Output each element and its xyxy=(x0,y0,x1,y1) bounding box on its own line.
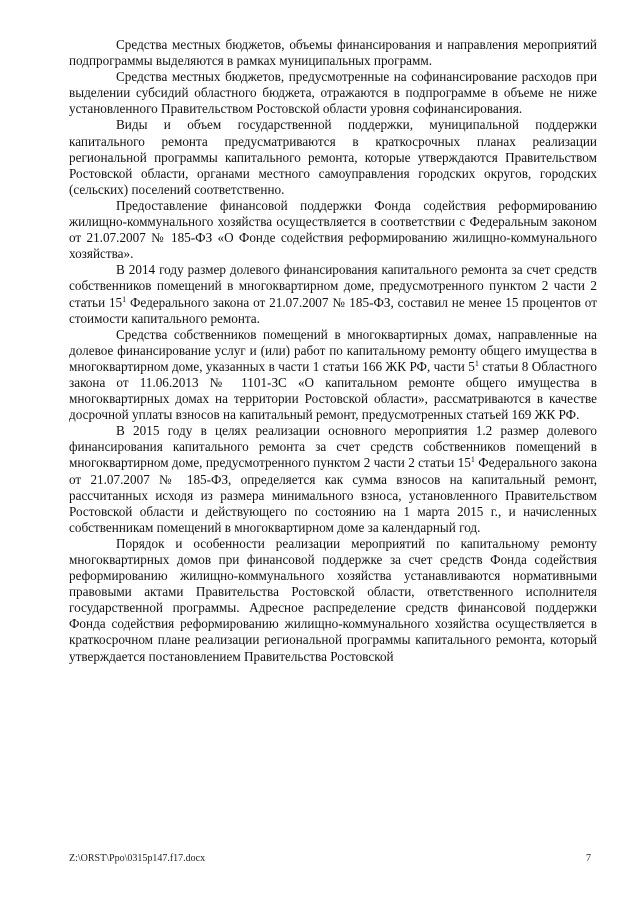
paragraph-text: В 2015 году в целях реализации основного мероприятия 1.2 размер долевого финансирования капитального ремонта за счет средств собственников помещений в многоквартирном доме, предусмотренного пунктом 2 части 2 статьи 15 xyxy=(69,423,597,471)
document-body xyxy=(69,37,597,665)
superscript: 1 xyxy=(474,358,479,368)
paragraph-text: В 2014 году размер долевого финансирования капитального ремонта за счет средств собственников помещений в многоквартирном доме, предусмотренного пунктом 2 части 2 статьи 15 xyxy=(69,262,597,310)
paragraph xyxy=(69,198,597,262)
footer-page-number: 7 xyxy=(586,853,591,864)
paragraph-text: Средства местных бюджетов, объемы финансирования и направления мероприятий подпрограммы выделяются в рамках муниципальных программ. xyxy=(69,37,597,69)
footer-file-path: Z:\ORST\Ppo\0315p147.f17.docx xyxy=(69,853,206,864)
paragraph-text: Виды и объем государственной поддержки, муниципальной поддержки капитального ремонта предусматриваются в краткосрочных планах реализации региональной программы капитального ремонта, которые утверждаются Правительством Ростовской области, органами местного самоуправления городских округов, городских (сельских) поселений соответственно. xyxy=(69,117,597,197)
paragraph xyxy=(69,262,597,326)
paragraph-text: Порядок и особенности реализации мероприятий по капитальному ремонту многоквартирных домов при финансовой поддержке за счет средств Фонда содействия реформированию жилищно-коммунального хозяйства устанавливаются нормативными правовыми актами Правительства Ростовской области, ответственного исполнителя государственной программы. Адресное распределение средств финансовой поддержки Фонда содействия реформированию жилищно-коммунального хозяйства осуществляется в краткосрочном плане реализации региональной программы капитального ремонта, который утверждается постановлением Правительства Ростовской xyxy=(69,535,597,664)
paragraph-text: Федерального закона от 21.07.2007 № 185-ФЗ, составил не менее 15 процентов от стоимости капитального ремонта. xyxy=(69,294,597,326)
paragraph-text: Федерального закона от 21.07.2007 № 185-ФЗ, определяется как сумма взносов на капитальный ремонт, рассчитанных исходя из размера минимального взноса, установленного Правительством Ростовской области и действующего по состоянию на 1 марта 2015 г., и начисленных собственникам помещений в многоквартирном доме за календарный год. xyxy=(69,455,598,535)
paragraph-text: Средства местных бюджетов, предусмотренные на софинансирование расходов при выделении субсидий областного бюджета, отражаются в подпрограмме в объеме не ниже установленного Правительством Ростовской области уровня софинансирования. xyxy=(69,69,597,117)
paragraph xyxy=(69,423,597,536)
paragraph xyxy=(69,69,597,117)
paragraph-text: статьи 8 Областного закона от 11.06.2013 № 1101-ЗС «О капитальном ремонте общего имущества в многоквартирных домах на территории Ростовской области», рассматриваются в качестве досрочной уплаты взносов на капитальный ремонт, предусмотренных статьей 169 ЖК РФ. xyxy=(69,358,597,423)
paragraph xyxy=(69,536,597,665)
superscript: 1 xyxy=(122,294,127,304)
paragraph xyxy=(69,37,597,69)
paragraph xyxy=(69,117,597,197)
superscript: 1 xyxy=(470,455,475,465)
paragraph xyxy=(69,327,597,424)
paragraph-text: Средства собственников помещений в многоквартирных домах, направленные на долевое финансирование услуг и (или) работ по капитальному ремонту общего имущества в многоквартирном доме, указанных в части 1 статьи 166 ЖК РФ, части 5 xyxy=(69,326,597,374)
paragraph-text: Предоставление финансовой поддержки Фонда содействия реформированию жилищно-коммунального хозяйства осуществляется в соответствии с Федеральным законом от 21.07.2007 № 185-ФЗ «О Фонде содействия реформированию жилищно-коммунального хозяйства». xyxy=(69,197,597,262)
